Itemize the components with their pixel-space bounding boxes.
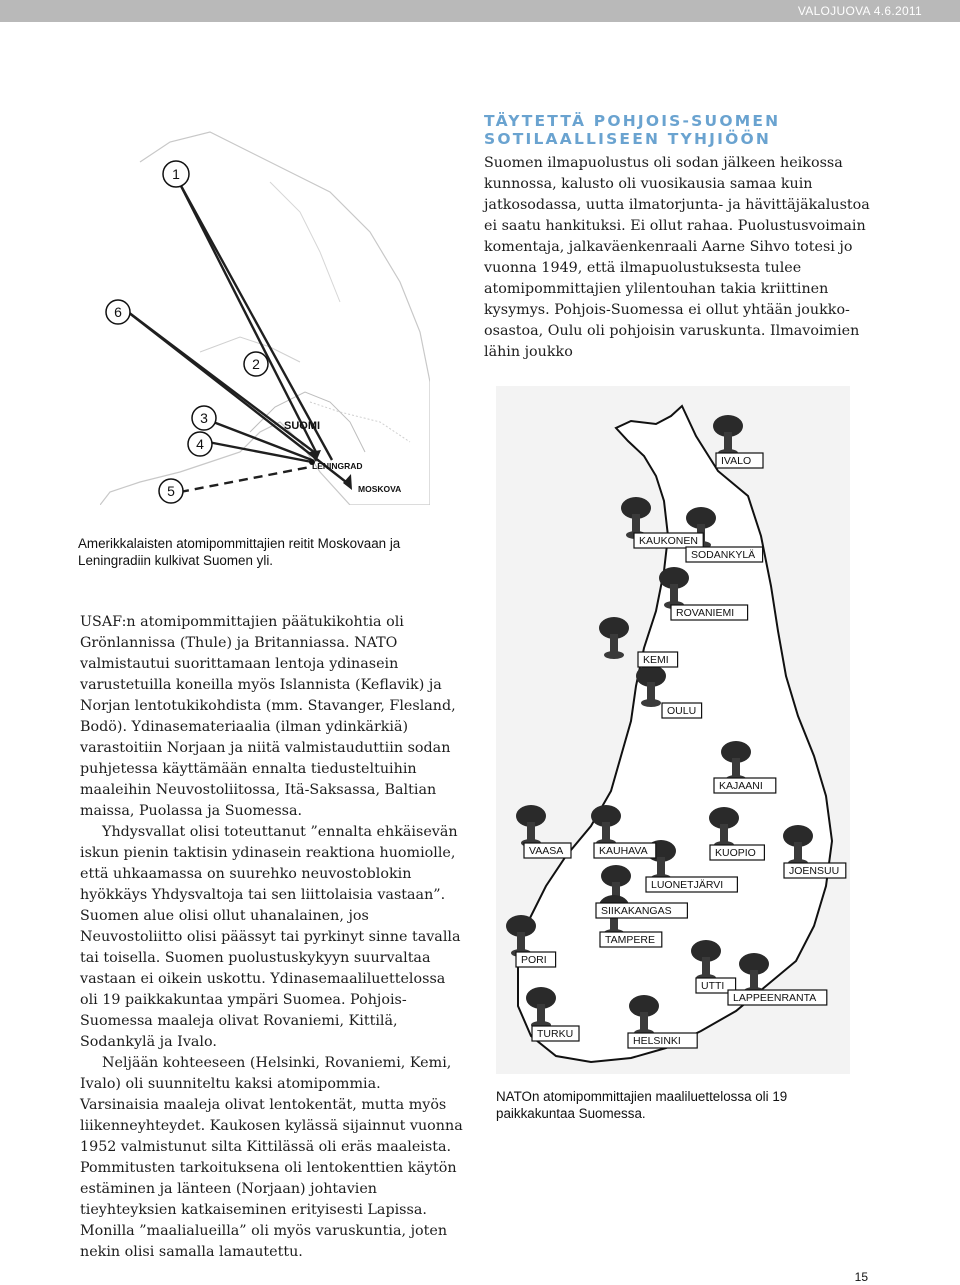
target-label-joensuu: JOENSUU	[789, 865, 840, 877]
label-leningrad: LENINGRAD	[312, 461, 363, 471]
map1-caption: Amerikkalaisten atomipommittajien reitit Moskovaan ja Leningradiin kulkivat Suomen yli.	[78, 536, 401, 568]
page-number: 15	[854, 1270, 868, 1284]
label-moskova: MOSKOVA	[358, 484, 402, 494]
route-3-number: 3	[200, 410, 208, 426]
target-label-sodankylä: SODANKYLÄ	[691, 549, 756, 561]
target-label-kuopio: KUOPIO	[715, 847, 756, 859]
left-paragraph-3: Neljään kohteeseen (Helsinki, Rovaniemi, Kemi, Ivalo) oli suunniteltu kaksi atomipommia. Varsinaisia maaleja olivat lentokentät, mutta myös liikenneyhteydet. Kaukosen kylässä sijainnut vuonna 1952 valmistunut silta Kittilässä oli eräs maaleista. Pommitusten tarkoituksena oli lentokenttien käytön estäminen ja länteen (Norjaan) johtavien tieyhteyksien katkaiseminen erityisesti Lapissa. Monilla ”maalialueilla” oli myös varuskuntia, joten nekin olisi samalla lamautettu.	[80, 1055, 463, 1260]
route-1-number: 1	[172, 166, 180, 182]
target-label-vaasa: VAASA	[529, 845, 564, 857]
target-label-lappeenranta: LAPPEENRANTA	[733, 992, 817, 1004]
map2-caption: NATOn atomipommittajien maaliluettelossa oli 19 paikkakuntaa Suomessa.	[496, 1089, 788, 1121]
target-label-ivalo: IVALO	[721, 455, 752, 467]
left-paragraph-1: USAF:n atomipommittajien päätukikohtia oli Grönlannissa (Thule) ja Britanniassa. NATO valmistautui suorittamaan lentoja ydinasein varustetuilla koneilla myös Islannista (Keflavik) ja Norjan lentotukikohdista (mm. Stavanger, Flesland, Bodö). Ydinasemateriaalia (ilman ydinkärkiä) varastoitiin Norjaan ja niitä valmistauduttiin sodan puhjetessa käyttämään ennalta tiedusteltuihin maaleihin Neuvostoliitossa, Itä-Saksassa, Baltian maissa, Puolassa ja Suomessa.	[80, 614, 456, 819]
target-label-utti: UTTI	[701, 980, 725, 992]
left-column-text	[80, 612, 464, 1263]
bomber-routes-map	[100, 122, 430, 505]
right-paragraph: Suomen ilmapuolustus oli sodan jälkeen heikossa kunnossa, kalusto oli vuosikausia samaa kuin jatkosodassa, uutta ilmatorjunta- ja hävittäjäkalustoa ei saatu hankituksi. Ei ollut rahaa. Puolustusvoimain komentaja, jalkaväenkenraali Aarne Sihvo totesi jo vuonna 1949, että ilmapuolustuksesta tulee atomipommittajien ylilentouhan takia kriittinen kysymys. Pohjois-Suomessa ei ollut yhtään joukko-osastoa, Oulu oli pohjoisin varuskunta. Ilmavoimien lähin joukko	[484, 155, 870, 360]
target-label-siikakangas: SIIKAKANGAS	[601, 905, 672, 917]
target-label-tampere: TAMPERE	[605, 934, 655, 946]
target-label-pori: PORI	[521, 954, 547, 966]
article-heading: TÄYTETTÄ POHJOIS-SUOMEN SOTILAALLISEEN TYHJIÖÖN	[484, 112, 781, 148]
target-label-kauhava: KAUHAVA	[599, 845, 648, 857]
left-paragraph-2: Yhdysvallat olisi toteuttanut ”ennalta ehkäisevän iskun pienin taktisin ydinasein reaktiona huomiolle, että uhkaamassa on suurehko neuvostoblokin hyökkäys Yhdysvaltoja tai sen liittolaisia vastaan”. Suomen alue olisi ollut uhanalainen, jos Neuvostoliitto olisi päässyt tai pyrkinyt sinne tavalla tai toisella. Suomen puolustuskykyyn suurvaltaa vastaan ei oikein uskottu. Ydinasemaaliluettelossa oli 19 paikkakuntaa ympäri Suomea. Pohjois-Suomessa maaleja olivat Rovaniemi, Kittilä, Sodankylä ja Ivalo.	[80, 824, 461, 1050]
header-bar	[0, 0, 960, 22]
target-label-luonetjärvi: LUONETJÄRVI	[651, 879, 724, 891]
route-2-number: 2	[252, 356, 260, 372]
target-label-turku: TURKU	[537, 1028, 574, 1040]
target-label-rovaniemi: ROVANIEMI	[676, 607, 735, 619]
target-label-oulu: OULU	[667, 705, 697, 717]
right-column-text	[484, 153, 874, 363]
label-suomi: SUOMI	[284, 420, 321, 432]
route-4-number: 4	[196, 436, 204, 452]
target-label-kaukonen: KAUKONEN	[639, 535, 698, 547]
issue-label: VALOJUOVA 4.6.2011	[797, 4, 922, 18]
target-label-kajaani: KAJAANI	[719, 780, 763, 792]
target-label-kemi: KEMI	[643, 654, 669, 666]
target-label-helsinki: HELSINKI	[633, 1035, 681, 1047]
route-5-number: 5	[167, 483, 175, 499]
target-map	[496, 386, 850, 1074]
route-6-number: 6	[114, 304, 122, 320]
